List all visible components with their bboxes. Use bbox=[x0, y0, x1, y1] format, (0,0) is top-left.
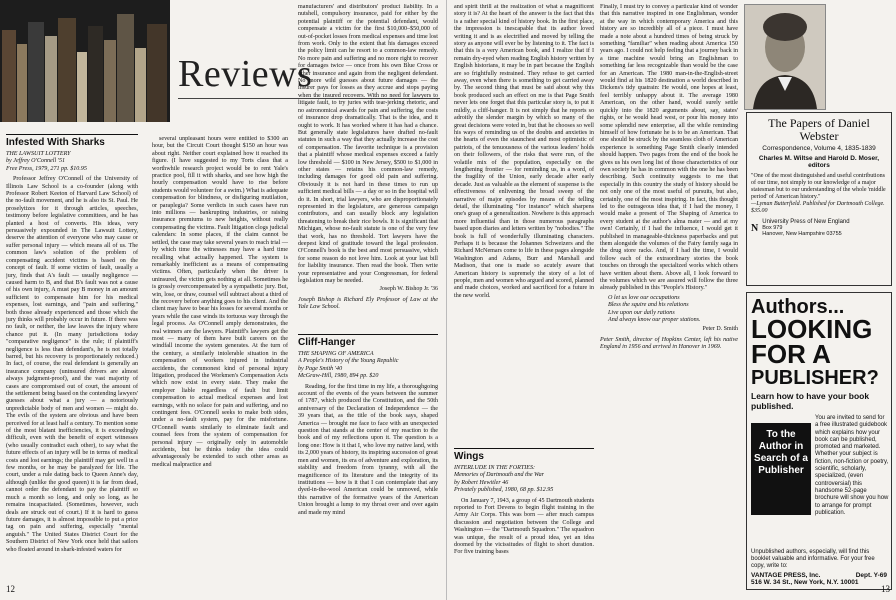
webster-portrait bbox=[744, 4, 826, 110]
review2-text-3: Finally, I must try to convey a particular kind of wonder that this narrative inspired in one Englishman, wonder at the way in which contemporary America and this history are so incredibly all of a piece. I must have made a note about a hundred times of being struck by something "familiar" when reading about America 150 years ago. I could not help feeling that a journey back in a time machine would bring an Englishman to something far less recognizable than would be the case for an American. The 1980 man-in-the-English-street would find at his 1820 destination a world described in Dickens's tidy quatrain: He would, one hopes at least, feel terribly unhappy about it. The average 1980 American, on the other hand, would surely settle quickly into the 1820 arguments about, say, states' rights, or he would head west, or pour his money into some splendid new enterprise, all the while reminding himself of how fortunate he is to be an American. That one should be struck by the seamless cloth of American experience is something Page Smith clearly intended should happen. Two pages from the end of the book he gives us his own long list of those characteristics of our own society he has in common with the one he has been describing. Such continuity suggests to me that especially in this country the study of history should be not only one of the most useful of pursuits, but also, certainly, one of the most inspiring. In fact, this thought led to the outrageous idea that, if I had the money, I would make a present of The Shaping of America to every student at the author's alma mater — and at my own! Certainly, if I had the influence, I would get it published in manageable-thickness paperbacks and put them alongside the volumes of the Fairy family saga in the drug store racks. And, if I had the time, I would follow each of the extraordinary stories the book touches on through the specialized works which others have written about them. Above all, I look forward to the volumes which we are assured will follow the three already published in this "People's History." bbox=[600, 4, 738, 292]
ad-company-row bbox=[751, 572, 887, 579]
review1-col2 bbox=[152, 136, 288, 580]
webster-quote-attribution: —Lyman Butterfield. Published for Dartmouth College. $35.00 bbox=[751, 201, 885, 214]
review1-col3 bbox=[298, 4, 438, 330]
section-title: Reviews bbox=[178, 53, 313, 95]
review2-publisher: McGraw-Hill, 1980, 894 pp. $20 bbox=[298, 373, 379, 380]
ad-body-text: You are invited to send for a free illustrated guidebook which explains how your book can be published, promoted and marketed. Whether your subject is fiction, non-fiction or poetry, scientific, scholarly, specialized, (even controversial) this handsome 52-page brochure will show you how to arrange for prompt publication. bbox=[815, 415, 889, 516]
heading-rule bbox=[6, 134, 138, 135]
review3-col bbox=[454, 448, 594, 580]
vantage-ad bbox=[746, 292, 892, 590]
page-number-right: 13 bbox=[881, 584, 890, 594]
review2-signature: Peter D. Smith bbox=[702, 326, 738, 333]
webster-subtitle: Correspondence, Volume 4, 1835-1839 bbox=[762, 145, 876, 152]
review1-heading: Infested With Sharks bbox=[6, 137, 105, 148]
review2-book: THE SHAPING OF AMERICA bbox=[298, 351, 374, 357]
review3-text: On January 7, 1943, a group of 45 Dartmouth students reported to Fort Devens to begin flight training in the Army Air Corps. This was born — after much campus discussion and negotiation between the College and Washington — the "Dartmouth Squadron." The squadron was unique, the result of a proud idea, yet an idea doomed by the vicissitudes of flight to short duration. For five training bases bbox=[454, 497, 594, 556]
press-address: Hanover, New Hampshire 03755 bbox=[762, 231, 842, 237]
webster-title: The Papers of Daniel Webster bbox=[768, 116, 870, 143]
review1-author-note: Joseph Bishop is Richard Ely Professor of Law at the Yale Law School. bbox=[298, 296, 438, 311]
review1-text-3: manufacturers' and distributors' product liability. In a nutshell, compulsory insurance, paid for either by the potential plaintiff or the potential defendant, would compensate a victim for the first $10,000–$50,000 of out-of-pocket losses from medical expenses and time lost from work. Only to the extent that his damages exceed the policy limit can he resort to a common-law remedy. No more pain and suffering and no more right to recover for damages twice — once from his own Blue Cross or other insurance and again from the negligent defendant. No more wild guesses about future damages — the insurer pays for losses as they accrue and stops paying when the insured recovers. With no need for lawyers to litigate fault, to try juries with tear-jerking rhetoric, and no astronomical awards for pain and suffering, the costs of insurance drop dramatically. That is the idea, and it ought to work. It has worked where it has had a chance. But generally state legislatures have drafted no-fault statutes in such a way that they actually increase the cost of compensation. The favorite technique is a provision that a plaintiff whose medical expenses exceed a fairly low threshold — $100 in New Jersey, $500 to $1,000 in other states — retains his common-law remedy, including damages for good old pain and suffering. Obviously it is not hard in these times to run up sufficient medical bills — a day or so in the hospital will do it. In short, trial lawyers, who are disproportionately represented in the legislature, are generous campaign contributors, and can usually block any legislation threatening to break their rice bowls. It is significant that Michigan, whose no-fault statute is one of the very few that work, has no threshold. Tort lawyers have the deepest kind of gratitude toward the legal profession. O'Connell's book is the best and most persuasive, which for some reason do not love him. Look at your last bill for liability insurance. Then read the book. Then write your representative and your Congressman, for federal legislation may be needed. bbox=[298, 4, 438, 285]
ad-black-box: To the Author in Search of a Publisher bbox=[751, 423, 811, 515]
review2-author: by Page Smith '40 bbox=[298, 365, 343, 372]
review2-text-2: and spirit thrill at the realization of what a magnificent story it is? At the heart of the answer is the fact that this is a rather special kind of history book. In the first place, the impression is inescapable that its author loved writing it and is as electrified and moved by telling the story as anyone will ever be by listening to it. The fact is that this is a very American book, and I realize that if I remain dry-eyed when reading English history written by English historians, it may be in part because the English are so frightfully restrained. They refuse to get carried away, even when there is something to get carried away by. The second thing that must be said about why this book produced such an effect on me is that Page Smith never lets one forget that this particular story is, to put it mildly, a cliff-hanger. It is not simply that he reports so adroitly the slender margin by which so many of the great decisions were voted in, but that he chooses so well his ways of reminding us of the doubts and anxieties in the hearts of even the staunchest and most optimistic of patriots, of the tenuousness of the various leaders' holds on their followers, of the risks that were run, of the volatile mix of the population, especially on the lengthening frontier — for reminding us, in a word, of the fragility of the Union, early decade after early decade. Just as valuable as the element of suspense is the effectiveness of enlivening the broad sweep of the narrative of major episodes by means of the telling detail, the illuminating "for instance" which sharpens one's grasp of a generalization. Nowhere is this approach more influential than in those numerous paragraphs based upon diaries and letters written by "nobodies." The book is full of wonderfully illuminating characters. Perhaps it is because the Johannes Schweizers and the Richard McNemars come to life in these pages alongside Washington and Adams, Burr and Marshall and Madison, that one is made so acutely aware that American history is supremely the story of a lot of people, men and women who argued and scored, planned and made choices, worked and sacrificed for a future in the new world. bbox=[454, 4, 594, 299]
left-page bbox=[0, 0, 447, 600]
press-name: University Press of New England bbox=[762, 219, 850, 225]
review3-subtitle: Memories of Dartmouth and the War bbox=[454, 472, 544, 479]
ad-company: VANTAGE PRESS, Inc. bbox=[751, 572, 821, 579]
press-logo-icon: N bbox=[751, 222, 759, 234]
portrait-illustration bbox=[745, 5, 825, 109]
review2-col3 bbox=[600, 4, 738, 504]
ad-headline-3: FOR A bbox=[751, 339, 831, 369]
review2-heading: Cliff-Hanger bbox=[298, 337, 356, 348]
review1-author: by Jeffrey O'Connell '51 bbox=[6, 158, 66, 165]
review2-author-note: Peter Smith, director of Hopkins Center, left his native England in 1956 and arrived in Hanover in 1969. bbox=[600, 336, 738, 351]
review3-book: INTERLUDE IN THE FORTIES: bbox=[454, 465, 536, 471]
review1-col1 bbox=[6, 134, 138, 580]
ad-headline-1: Authors... bbox=[751, 296, 845, 318]
press-box: Box 979 bbox=[762, 225, 783, 231]
review3-author: by Robert Hewitler 46 bbox=[454, 479, 509, 486]
ad-tagline: Learn how to have your book published. bbox=[751, 391, 870, 411]
heading-rule bbox=[454, 448, 594, 449]
ad-body-block bbox=[751, 415, 887, 549]
review3-heading: Wings bbox=[454, 451, 484, 462]
review2-subtitle: A People's History of the Young Republic bbox=[298, 358, 399, 365]
books-photo bbox=[0, 0, 170, 122]
ad-headline-2: LOOKING bbox=[751, 314, 873, 344]
ad-address: 516 W. 34 St., New York, N.Y. 10001 bbox=[751, 579, 859, 586]
review1-signature: Joseph W. Bishop Jr. '36 bbox=[379, 286, 438, 293]
right-page bbox=[448, 0, 896, 600]
review2-col1 bbox=[298, 334, 438, 580]
review3-publisher: Privately published, 1980, 68 pp. $12.95 bbox=[454, 487, 554, 494]
ad-dept: Dept. Y-69 bbox=[855, 572, 887, 579]
review1-publisher: Free Press, 1979, 271 pp. $10.95 bbox=[6, 165, 87, 172]
review1-book: THE LAWSUIT LOTTERY bbox=[6, 151, 71, 157]
review2-verse: O let us love our occupations Bless the squire and his relations Live upon our daily rations And always know our proper stations. bbox=[608, 294, 701, 324]
press-block bbox=[751, 219, 887, 237]
ad-headline-4: PUBLISHER? bbox=[751, 367, 879, 389]
webster-editors: Charles M. Wiltse and Harold D. Moser, editors bbox=[758, 155, 880, 169]
webster-ad bbox=[746, 112, 892, 286]
ad-body-text-2: Unpublished authors, especially, will find this booklet valuable and informative. For your free copy, write to: bbox=[751, 549, 875, 569]
review2-col2 bbox=[454, 4, 594, 442]
page-number-left: 12 bbox=[6, 584, 15, 594]
review2-text-1: Reading, for the first time in my life, a thoroughgoing account of the events of the years between the summer of 1787, which produced the Constitution, and the 50th anniversary of the Declaration of Independence — the 39 years that, as the title of the book says, shaped America — brought me face to face with an unexpected question that stands at the center of my reaction to the book and of my reflections upon it. The question is a long one: How is it that I, who love my native land, with its 2,000 years of history, its inspiring succession of great men and women, its era of adventure and exploration, its stability and freedom from tyranny, with all the magnificence of its literature and the integrity of its institutions — how is it that I can contemplate that any dyed-in-the-wool American could be unmoved, while this narrative of the formative years of the American Union brought a lump to my throat over and over again and made my mind bbox=[298, 383, 438, 516]
review1-text-2: several unpleasant hours were entitled to $300 an hour, but the Circuit Court thought $150 an hour was about right. Neither court explained how it reached its figure. (I have suggested to my Torts class that a worthwhile research project would be to rent Yale's practice pool, fill it with sharks, and see how high the hourly compensation would have to rise before students would volunteer for a swim.) What is adequate compensation for blindness, or disfiguring mutilation, or paraplegia? Some verdicts in such cases have run into millions — bankrupting industries, or raising insurance premiums to new heights, without really compensating the victims. Fault litigation clogs judicial calendars: In some places, if the claim cannot be settled, the case may take several years to reach trial — by which time the witnesses may have a hard time recalling what actually happened. The system is remarkably inefficient as a means of compensating victims. Often, particularly when the driver is uninsured, the victim gets nothing at all. Sometimes he is grossly overcompensated by a sympathetic jury. But, win, lose, or draw, counsel will subtract about a third of the recovery before anything goes to his client. And the client may have to bear his losses for several months or years while the case winds its tortuous way through the legal process. As O'Connell amply demonstrates, the real winners are the lawyers. Plaintiff's lawyers get the most — many of them have built careers on the windfall income the system generates. At the turn of the century, a similarly intolerable situation in the compensation of workers injured in industrial accidents, the commonest kind of personal injury litigation, produced the Workmen's Compensation Acts which now exist in every state. They make the employer liable regardless of fault but limit compensation to actual medical expenses and lost earnings, with no solace for pain and suffering, and no contingent fees. O'Connell seeks to make both sides, under a no-fault system, pay for the misfortune. O'Connell wants similarly to eliminate fault and counsel fees from the system of compensation for personal injury — originally only in automobile accidents, but he thinks today the idea could advantageously be extended to such other areas as medical malpractice and bbox=[152, 136, 288, 468]
heading-rule bbox=[298, 334, 438, 335]
review1-text-1: Professor Jeffrey O'Connell of the University of Illinois Law School is a co-founder (along with Professor Robert Keeton of Harvard Law School) of the no-fault movement, and he is also its St. Paul. He proselytizes for it through articles, speeches, testimony before legislative committees, and he has planted a host of converts. His ideas, very persuasively expounded in The Lawsuit Lottery, deserve the attention of everyone who may cause or suffer personal injury — which means all of us. The common law's solution of the problem of compensating accident victims is based on the concept of fault. If some victim of fault, usually a jury, finds that A's fault — usually negligence — caused harm to B, and that B's fault was not a cause of his own injury, A must pay B money in an amount sufficient to compensate him for his medical expenses, lost earnings, and "pain and suffering," both those already experienced and those which the jury thinks will probably occur in future. If there was no fault, or neither, the law leaves the injury where chance put it. (In many jurisdictions today "comparative negligence" is the rule; if plaintiff's negligence is less than defendant's, he is not totally barred, but his recovery is proportionately reduced.) In fact, of course, the real defendant is generally an insurance company (uninsured drivers are almost always judgment-proof), and the vast majority of cases are compromised out of court, the amount of the settlement being based on the contending lawyers' guesses about what a jury — a notoriously unpredictable body of men and women — might do. The evils of the system are obvious and have been perceived for at least half a century. To mention some of the most blatant inefficiencies, it is exceedingly difficult, even with the benefit of expert witnesses (who usually contradict each other), to say what the future effects of an injury will be in terms of medical costs and lost earnings; the plaintiff may get well in a few months, or he may be paralyzed for life. The court, under a rule dating back to Queen Anne's day, although (unlike the good queen) it is far from dead, cannot order the defendant to pay the plaintiff so much a month so long, and only so long, as he remains incapacitated. (Sometimes, however, such deals are struck out of court.) If it is hard to guess future damages, it is almost impossible to put a price tag on pain and suffering, especially "mental anguish." The United States District Court for the Southern District of New York once held that sailors who floated around in shark-infested waters for bbox=[6, 176, 138, 553]
webster-quote: "One of the most distinguished and useful contributions of our time, not simply to our knowledge of a major statesman but to our understanding of the whole 'middle period' of American history." bbox=[751, 173, 886, 200]
